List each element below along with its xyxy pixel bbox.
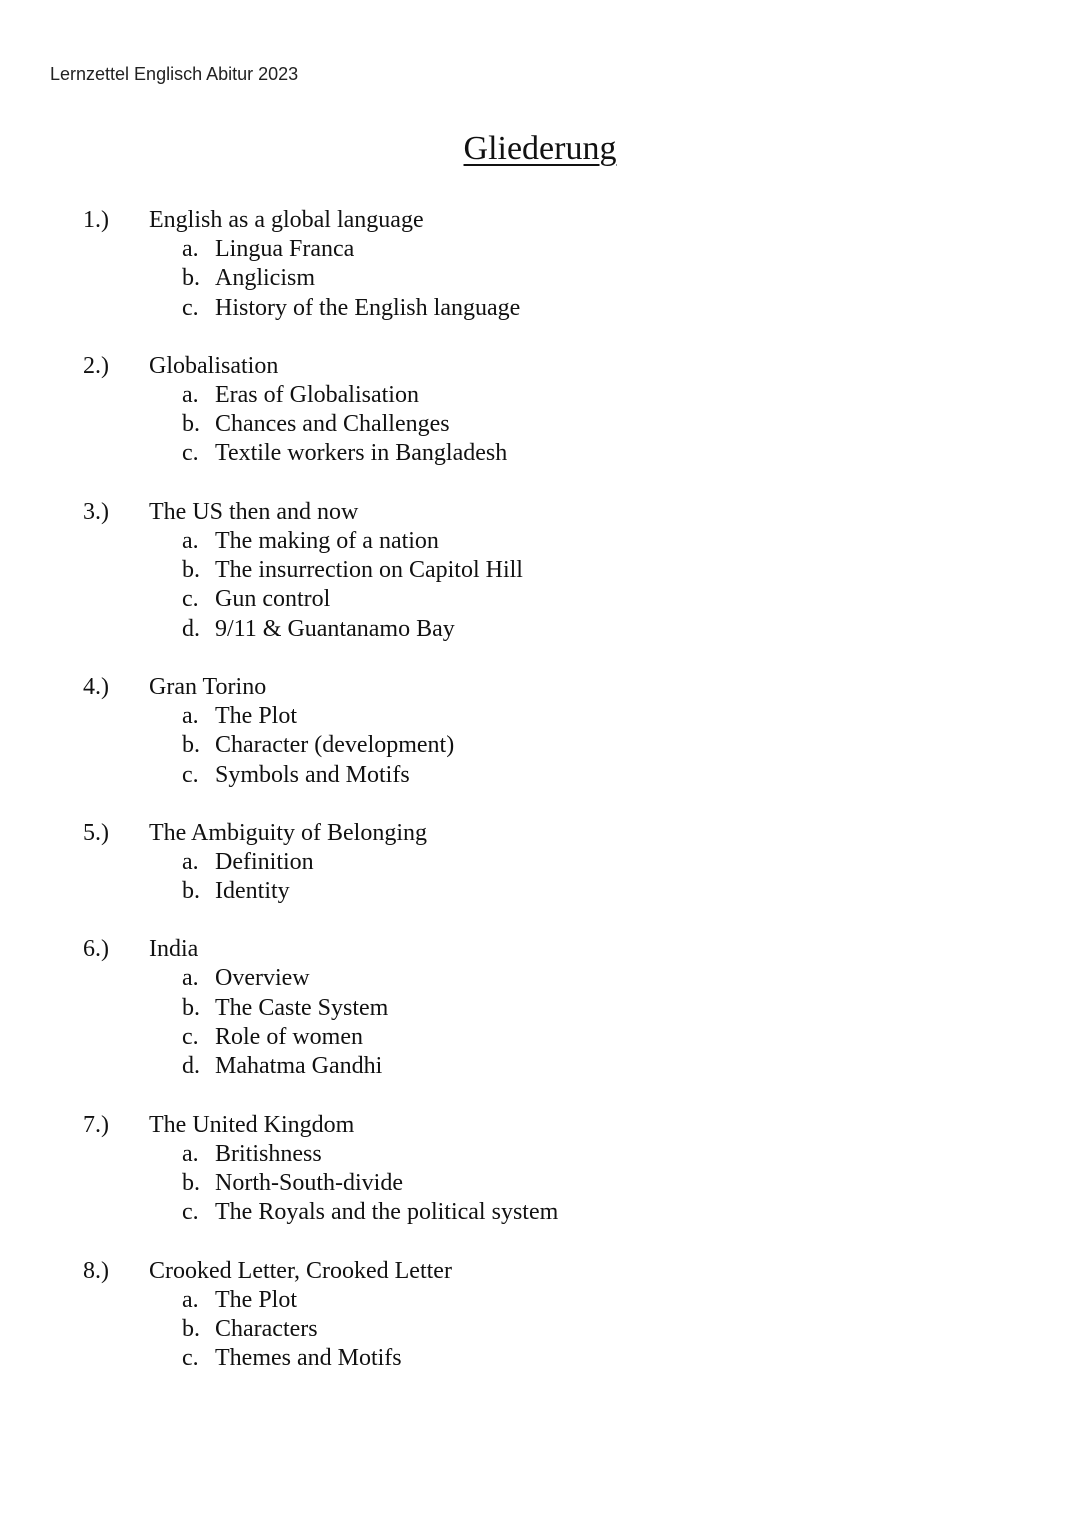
section-number: 7.) [83, 1111, 109, 1138]
subtopic-list [0, 964, 1080, 1081]
subtopic-list [0, 702, 1080, 790]
subtopic-text: Britishness [215, 1140, 322, 1167]
subtopic-text: Identity [215, 878, 290, 905]
subtopic-letter: c. [182, 761, 199, 788]
subtopic-text: Mahatma Gandhi [215, 1053, 383, 1080]
subtopic-text: Character (development) [215, 732, 455, 759]
section-number: 3.) [83, 498, 109, 525]
subtopic-letter: b. [182, 1315, 200, 1342]
subtopic-item [0, 994, 1080, 1023]
subtopic-text: Definition [215, 848, 314, 875]
section-title: The US then and now [149, 498, 359, 525]
subtopic-item [0, 381, 1080, 410]
subtopic-letter: a. [182, 1286, 199, 1313]
subtopic-item [0, 1198, 1080, 1227]
subtopic-letter: b. [182, 265, 200, 292]
subtopic-letter: b. [182, 411, 200, 438]
subtopic-text: Role of women [215, 1024, 363, 1051]
subtopic-letter: b. [182, 732, 200, 759]
subtopic-item [0, 235, 1080, 264]
outline-list [0, 206, 1080, 1402]
subtopic-letter: c. [182, 294, 199, 321]
section-title: India [149, 936, 199, 963]
section-heading [0, 673, 1080, 702]
subtopic-text: The insurrection on Capitol Hill [215, 557, 523, 584]
section-title: The United Kingdom [149, 1111, 355, 1138]
subtopic-letter: a. [182, 702, 199, 729]
outline-section [0, 673, 1080, 790]
section-title: English as a global language [149, 207, 424, 233]
subtopic-item [0, 439, 1080, 468]
subtopic-item [0, 761, 1080, 790]
subtopic-item [0, 264, 1080, 293]
subtopic-text: The making of a nation [215, 527, 439, 554]
section-number: 2.) [83, 352, 109, 379]
subtopic-text: Lingua Franca [215, 236, 355, 262]
page-header: Lernzettel Englisch Abitur 2023 [50, 64, 299, 84]
section-title: The Ambiguity of Belonging [149, 819, 427, 846]
subtopic-letter: b. [182, 994, 200, 1021]
subtopic-item [0, 1023, 1080, 1052]
subtopic-text: North-South-divide [215, 1169, 403, 1196]
subtopic-item [0, 585, 1080, 614]
section-title: Globalisation [149, 352, 279, 379]
subtopic-letter: a. [182, 381, 199, 408]
subtopic-letter: d. [182, 1053, 200, 1080]
subtopic-text: The Royals and the political system [215, 1199, 559, 1226]
subtopic-letter: b. [182, 1169, 200, 1196]
subtopic-list [0, 1286, 1080, 1374]
subtopic-letter: a. [182, 848, 199, 875]
subtopic-letter: c. [182, 1345, 199, 1372]
subtopic-text: Anglicism [215, 265, 315, 292]
subtopic-text: Chances and Challenges [215, 411, 450, 438]
subtopic-item [0, 1140, 1080, 1169]
subtopic-text: The Caste System [215, 994, 389, 1021]
subtopic-item [0, 964, 1080, 993]
outline-section [0, 206, 1080, 323]
subtopic-text: The Plot [215, 1286, 297, 1313]
subtopic-list [0, 381, 1080, 469]
outline-section [0, 1111, 1080, 1228]
subtopic-item [0, 1052, 1080, 1081]
subtopic-item [0, 1169, 1080, 1198]
subtopic-item [0, 1286, 1080, 1315]
subtopic-text: 9/11 & Guantanamo Bay [215, 615, 455, 642]
section-title: Crooked Letter, Crooked Letter [149, 1257, 452, 1284]
subtopic-item [0, 877, 1080, 906]
section-heading [0, 206, 1080, 235]
section-heading [0, 1111, 1080, 1140]
section-number: 4.) [83, 673, 109, 700]
subtopic-letter: c. [182, 586, 199, 613]
subtopic-text: The Plot [215, 702, 297, 729]
section-number: 1.) [83, 207, 109, 233]
subtopic-item [0, 848, 1080, 877]
outline-section [0, 819, 1080, 907]
subtopic-letter: a. [182, 965, 199, 992]
outline-section [0, 1257, 1080, 1374]
subtopic-list [0, 527, 1080, 644]
subtopic-text: Themes and Motifs [215, 1345, 402, 1372]
subtopic-item [0, 731, 1080, 760]
subtopic-list [0, 1140, 1080, 1228]
subtopic-letter: a. [182, 1140, 199, 1167]
subtopic-list [0, 848, 1080, 907]
subtopic-text: Eras of Globalisation [215, 381, 419, 408]
subtopic-text: Characters [215, 1315, 318, 1342]
subtopic-letter: c. [182, 1199, 199, 1226]
section-number: 8.) [83, 1257, 109, 1284]
outline-section [0, 352, 1080, 469]
page-title: Gliederung [463, 130, 617, 167]
section-heading [0, 935, 1080, 964]
subtopic-item [0, 527, 1080, 556]
section-number: 5.) [83, 819, 109, 846]
subtopic-item [0, 294, 1080, 323]
outline-section [0, 935, 1080, 1081]
subtopic-text: Gun control [215, 586, 331, 613]
subtopic-letter: c. [182, 440, 199, 467]
subtopic-letter: d. [182, 615, 200, 642]
subtopic-item [0, 1315, 1080, 1344]
subtopic-item [0, 615, 1080, 644]
subtopic-text: Textile workers in Bangladesh [215, 440, 508, 467]
subtopic-letter: b. [182, 557, 200, 584]
subtopic-item [0, 1344, 1080, 1373]
section-heading [0, 498, 1080, 527]
subtopic-letter: b. [182, 878, 200, 905]
section-heading [0, 1257, 1080, 1286]
outline-section [0, 498, 1080, 644]
section-heading [0, 352, 1080, 381]
subtopic-item [0, 410, 1080, 439]
section-number: 6.) [83, 936, 109, 963]
subtopic-letter: c. [182, 1024, 199, 1051]
subtopic-text: History of the English language [215, 294, 521, 321]
subtopic-list [0, 235, 1080, 323]
subtopic-item [0, 556, 1080, 585]
section-title: Gran Torino [149, 673, 267, 700]
subtopic-item [0, 702, 1080, 731]
section-heading [0, 819, 1080, 848]
subtopic-text: Overview [215, 965, 310, 992]
subtopic-text: Symbols and Motifs [215, 761, 410, 788]
subtopic-letter: a. [182, 527, 199, 554]
subtopic-letter: a. [182, 236, 199, 262]
